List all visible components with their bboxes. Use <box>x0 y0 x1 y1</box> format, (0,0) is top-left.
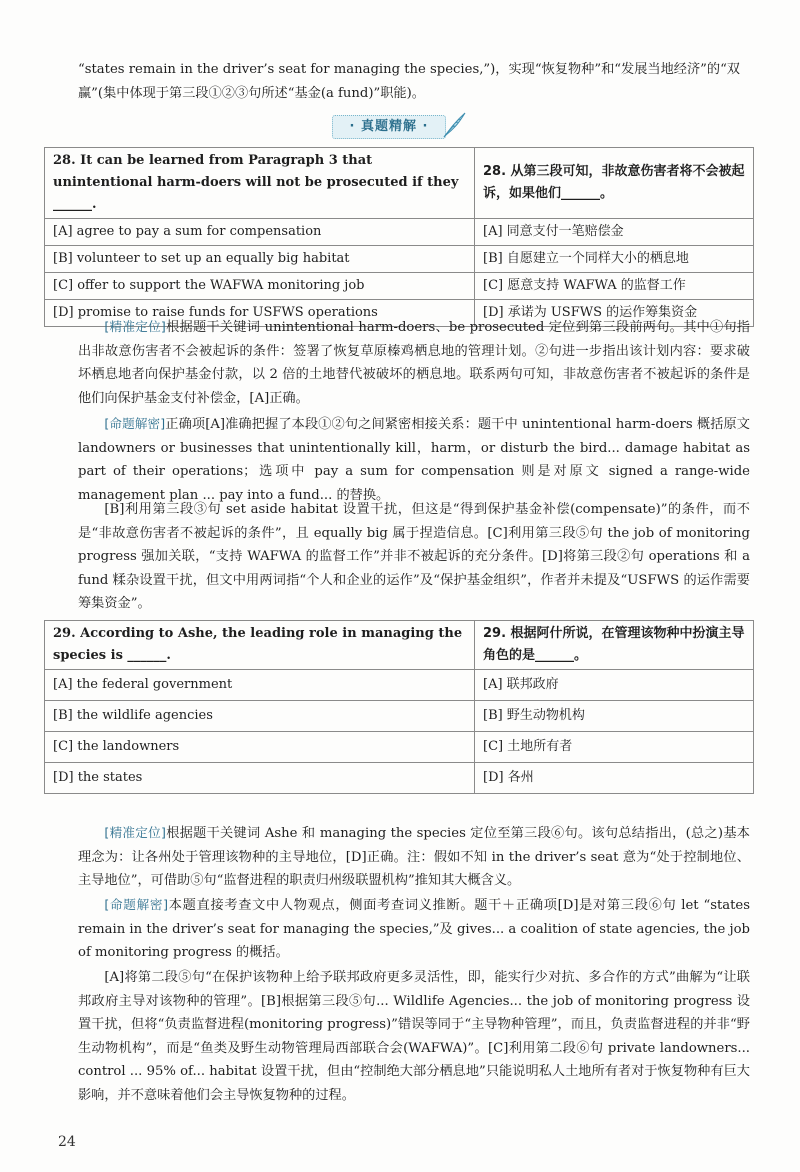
q28-location-text: 根据题干关键词 unintentional harm-doers、be prosecuted 定位到第三段前两句。其中①句指出非故意伤害者不会被起诉的条件：签署了恢复草原榛鸡栖息地的管理计划。②句进一步指出该计划内容：要求破坏栖息地者向保护基金付款，以 2 倍的土地替代被破坏的栖息地。联系两句可知，非故意伤害者不被起诉的条件是他们向保护基金支付补偿金，[A]正确。 <box>78 320 750 406</box>
q28-location-paragraph <box>78 315 750 410</box>
q28-decode-tag: [命题解密] <box>104 416 166 431</box>
q29-stem-en: 29. According to Ashe, the leading role in managing the species is ______. <box>45 621 475 670</box>
q28-option-a-en: [A] agree to pay a sum for compensation <box>45 219 475 246</box>
q29-location-text: 根据题干关键词 Ashe 和 managing the species 定位至第三段⑥句。该句总结指出，(总之)基本理念为：让各州处于管理该物种的主导地位，[D]正确。注：假如不知 in the driver’s seat 意为“处于控制地位、主导地位”，可借助⑤句“监督进程的职责归州级联盟机构”推知其大概含义。 <box>78 826 750 888</box>
q28-option-d-cn: [D] 承诺为 USFWS 的运作筹集资金 <box>475 300 754 327</box>
q29-option-row <box>45 670 754 701</box>
q29-option-d-en: [D] the states <box>45 763 475 794</box>
q29-decode-tag: [命题解密] <box>104 897 169 912</box>
question-29-stem-row <box>45 621 754 670</box>
q29-option-c-en: [C] the landowners <box>45 732 475 763</box>
q29-option-a-cn: [A] 联邦政府 <box>475 670 754 701</box>
q29-stem-cn: 29. 根据阿什所说，在管理该物种中扮演主导角色的是______。 <box>475 621 754 670</box>
section-banner <box>332 113 468 139</box>
quill-icon <box>440 111 468 139</box>
q28-option-row <box>45 219 754 246</box>
q29-option-a-en: [A] the federal government <box>45 670 475 701</box>
banner-label: · 真题精解 · <box>332 115 446 139</box>
q28-stem-en: 28. It can be learned from Paragraph 3 that unintentional harm-doers will not be prosecuted if they ______. <box>45 148 475 219</box>
intro-line-1: “states remain in the driver’s seat for managing the species,”)，实现“恢复物种”和“发展当地经济”的“双 <box>78 62 740 77</box>
q28-option-c-cn: [C] 愿意支持 WAFWA 的监督工作 <box>475 273 754 300</box>
q28-location-tag: [精准定位] <box>104 319 166 334</box>
question-28-table <box>44 147 754 327</box>
q28-decode-paragraph <box>78 412 750 507</box>
intro-line-2: 赢”(集中体现于第三段①②③句所述“基金(a fund)”职能)。 <box>78 85 425 101</box>
q29-option-b-cn: [B] 野生动物机构 <box>475 701 754 732</box>
intro-paragraph <box>78 58 750 105</box>
page-number: 24 <box>58 1134 76 1150</box>
q29-option-row <box>45 732 754 763</box>
q28-stem-cn: 28. 从第三段可知，非故意伤害者将不会被起诉，如果他们______。 <box>475 148 754 219</box>
q28-option-b-cn: [B] 自愿建立一个同样大小的栖息地 <box>475 246 754 273</box>
question-28-stem-row <box>45 148 754 219</box>
q29-distractor-text: [A]将第二段⑤句“在保护该物种上给予联邦政府更多灵活性，即，能实行少对抗、多合作的方式”曲解为“让联邦政府主导对该物种的管理”。[B]根据第三段⑤句... Wildlife Agencies... the job of monitoring progress 设置干扰，但将“负责监督进程(monitoring progress)”错误等同于“主导物种管理”，而且，负责监督进程的并非“野生动物机构”，而是“鱼类及野生动物管理局西部联合会(WAFWA)”。[C]利用第二段⑥句 private landowners... control ... 95% of... habitat 设置干扰，但由“控制绝大部分栖息地”只能说明私人土地所有者对于恢复物种有巨大影响，并不意味着他们会主导恢复物种的过程。 <box>78 970 750 1103</box>
q29-option-row <box>45 763 754 794</box>
q28-distractor-text: [B]利用第三段③句 set aside habitat 设置干扰，但这是“得到保护基金补偿(compensate)”的条件，而不是“非故意伤害者不被起诉的条件”，且 equally big 属于捏造信息。[C]利用第三段⑤句 the job of monitoring progress 强加关联，“支持 WAFWA 的监督工作”并非不被起诉的充分条件。[D]将第三段②句 operations 和 a fund 糅杂设置干扰，但文中用两词指“个人和企业的运作”及“保护基金组织”，作者并未提及“USFWS 的运作需要筹集资金”。 <box>78 502 750 611</box>
q29-option-b-en: [B] the wildlife agencies <box>45 701 475 732</box>
q29-decode-paragraph <box>78 893 750 965</box>
q28-option-b-en: [B] volunteer to set up an equally big habitat <box>45 246 475 273</box>
q29-location-tag: [精准定位] <box>104 825 166 840</box>
q29-distractor-paragraph <box>78 966 750 1107</box>
q29-location-paragraph <box>78 821 750 893</box>
q29-option-d-cn: [D] 各州 <box>475 763 754 794</box>
q28-option-d-en: [D] promise to raise funds for USFWS operations <box>45 300 475 327</box>
question-29-table <box>44 620 754 794</box>
q29-option-row <box>45 701 754 732</box>
q28-distractor-paragraph <box>78 498 750 616</box>
q28-decode-text: 正确项[A]准确把握了本段①②句之间紧密相接关系：题干中 unintentional harm-doers 概括原文 landowners or businesses that unintentionally kill，harm，or disturb the bird... damage habitat as part of their operations；选项中 pay a sum for compensation 则是对原文 signed a range-wide management plan ... pay into a fund... 的替换。 <box>78 417 750 503</box>
q29-option-c-cn: [C] 土地所有者 <box>475 732 754 763</box>
q29-decode-text: 本题直接考查文中人物观点，侧面考查词义推断。题干＋正确项[D]是对第三段⑥句 let “states remain in the driver’s seat for managing the species,”及 gives... a coalition of state agencies, the job of monitoring progress 的概括。 <box>78 898 751 960</box>
q28-option-c-en: [C] offer to support the WAFWA monitoring job <box>45 273 475 300</box>
q28-option-row <box>45 273 754 300</box>
q28-option-row <box>45 246 754 273</box>
q28-option-a-cn: [A] 同意支付一笔赔偿金 <box>475 219 754 246</box>
